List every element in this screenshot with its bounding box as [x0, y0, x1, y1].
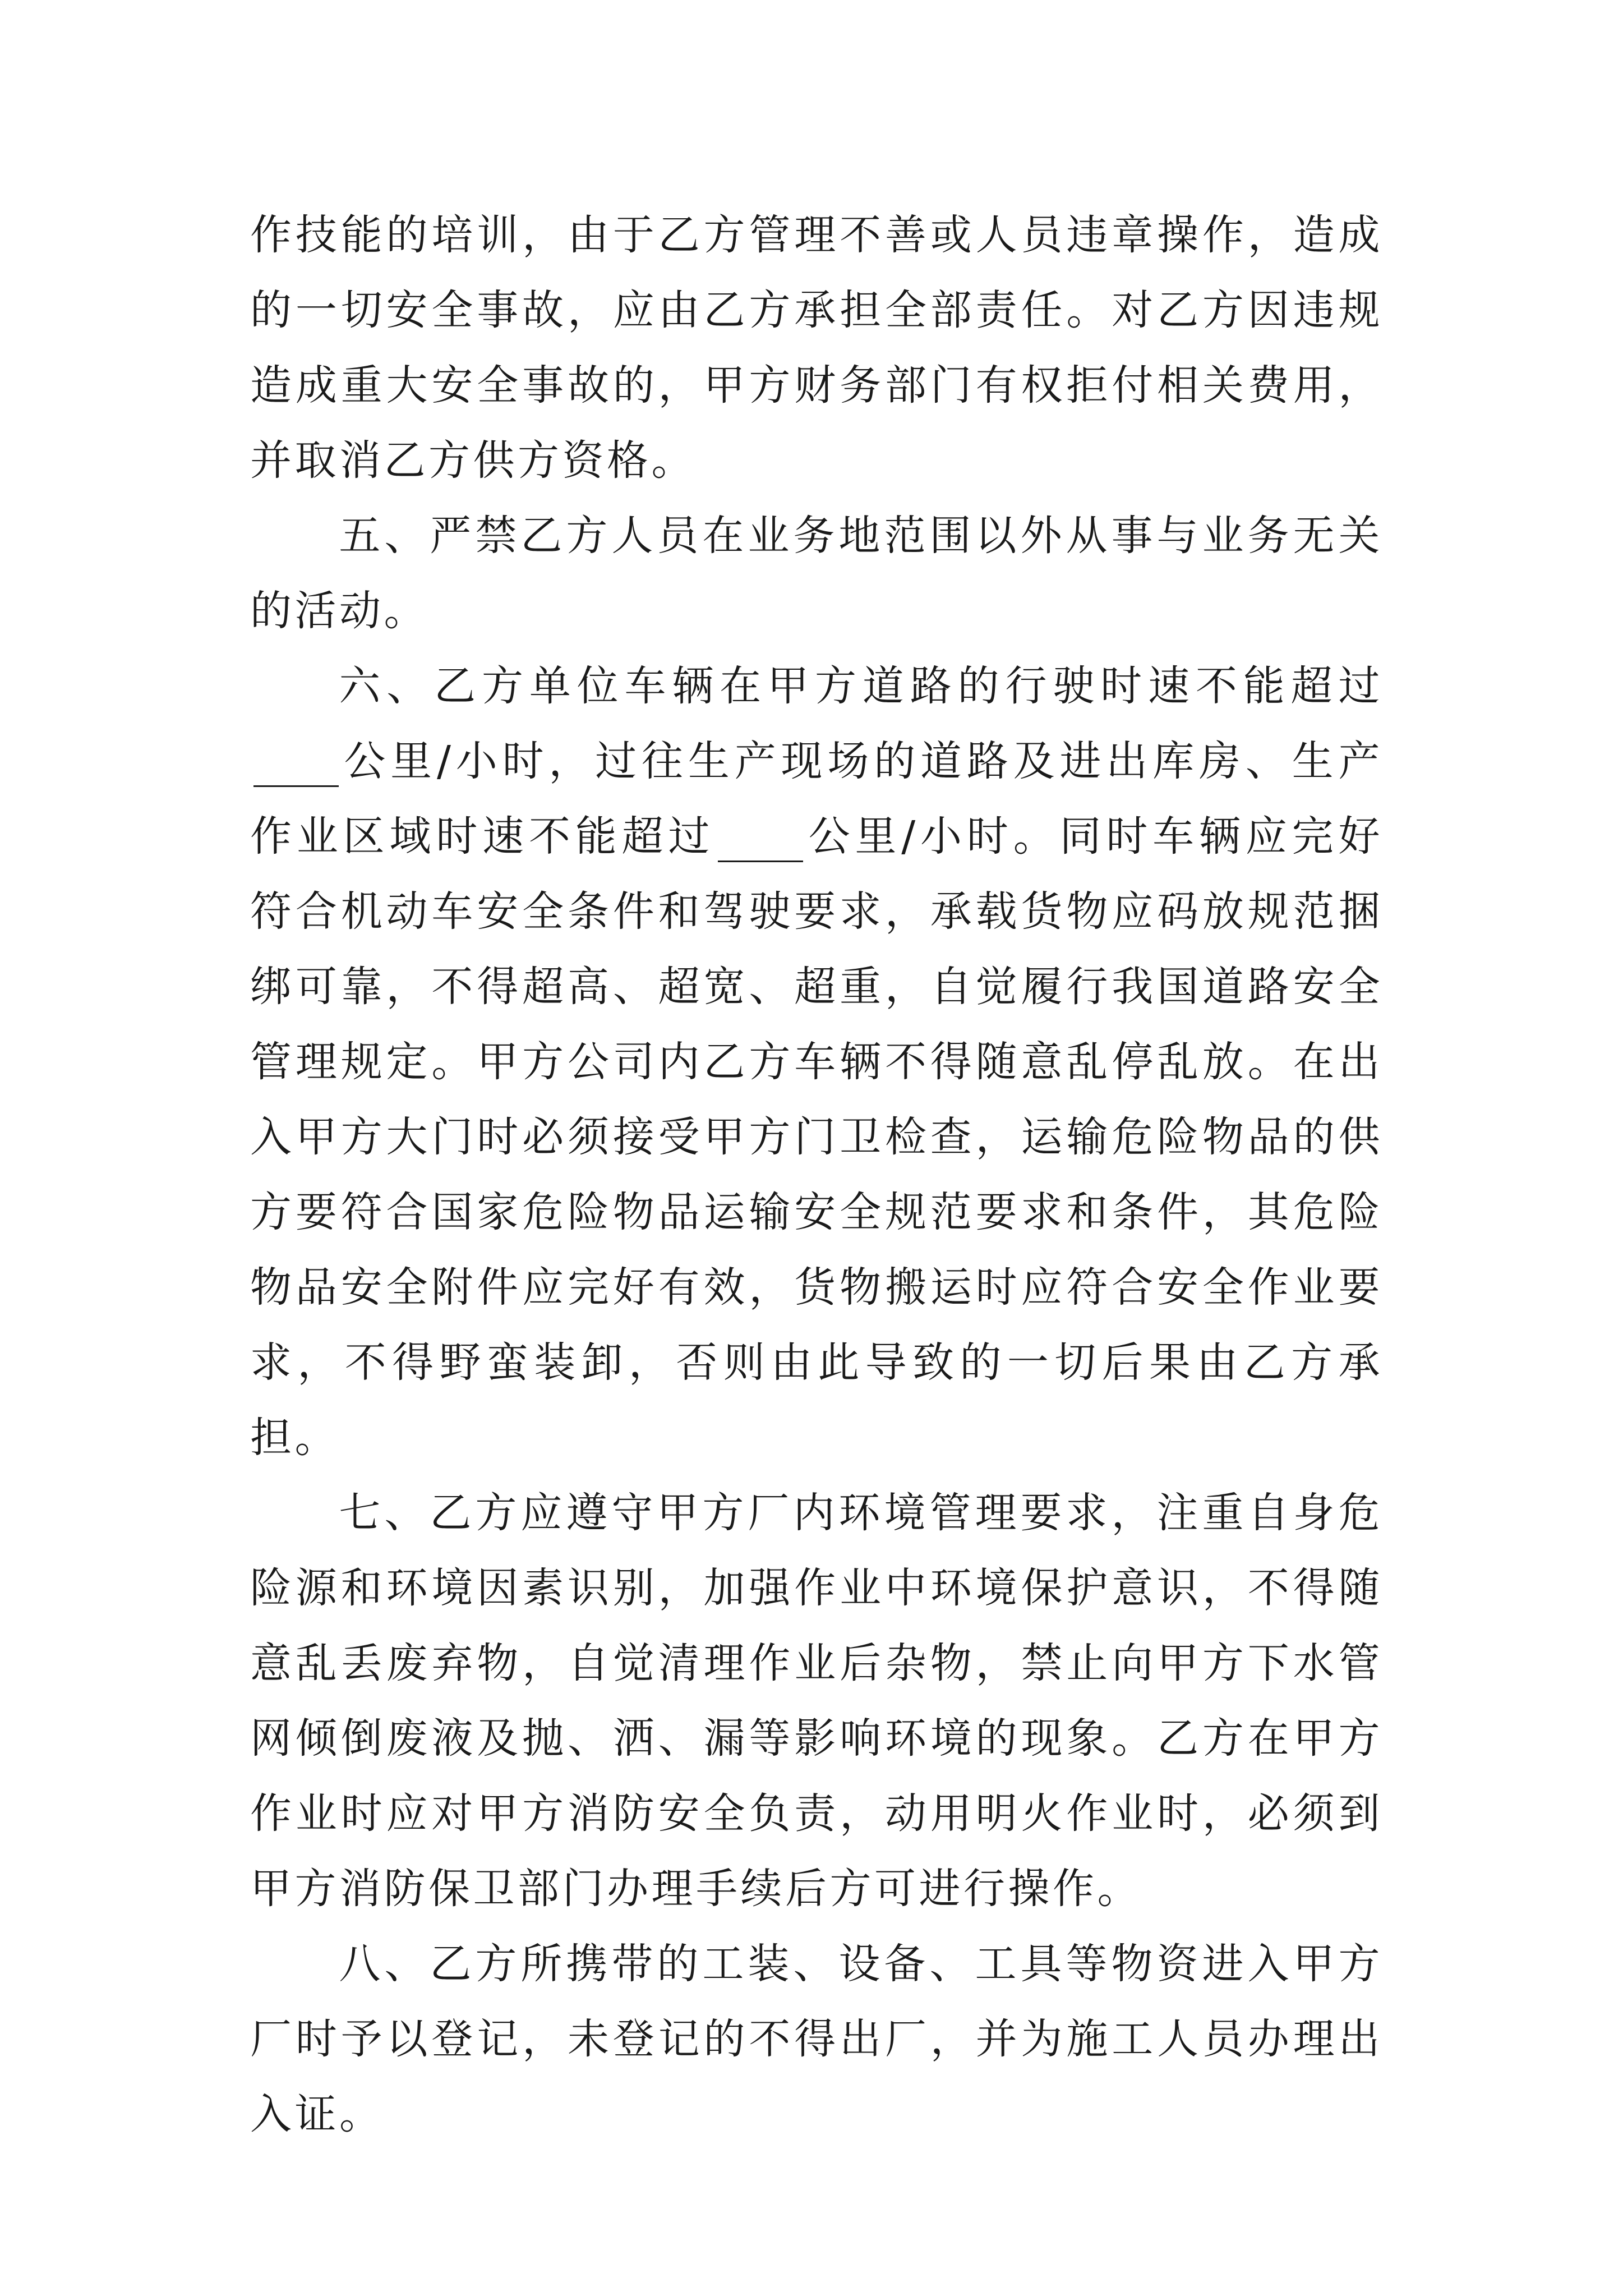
- speed-limit-work-area-blank: [718, 819, 803, 862]
- paragraph-clause-4-continued: 作技能的培训，由于乙方管理不善或人员违章操作，造成的一切安全事故，应由乙方承担全部责任。对乙方因违规造成重大安全事故的，甲方财务部门有权拒付相关费用，并取消乙方供方资格。: [250, 211, 1383, 485]
- speed-limit-road-blank: [253, 744, 339, 787]
- contract-body: [250, 197, 1383, 2152]
- clause-6-text-part-3: 公里/小时。同时车辆应完好符合机动车安全条件和驾驶要求，承载货物应码放规范捆绑可靠，不得超高、超宽、超重，自觉履行我国道路安全管理规定。甲方公司内乙方车辆不得随意乱停乱放。在出入甲方大门时必须接受甲方门卫检查，运输危险物品的供方要符合国家危险物品运输安全规范要求和条件，其危险物品安全附件应完好有效，货物搬运时应符合安全作业要求，不得野蛮装卸，否则由此导致的一切后果由乙方承担。: [250, 812, 1384, 1462]
- clause-6-text-part-2: 公里/小时，过往生产现场的道路及进出库房、生产作业区域时速不能超过: [250, 737, 1383, 861]
- paragraph-clause-7: 七、乙方应遵守甲方厂内环境管理要求，注重自身危险源和环境因素识别，加强作业中环境保护意识，不得随意乱丢废弃物，自觉清理作业后杂物，禁止向甲方下水管网倾倒废液及抛、洒、漏等影响环境的现象。乙方在甲方作业时应对甲方消防安全负责，动用明火作业时，必须到甲方消防保卫部门办理手续后方可进行操作。: [250, 1489, 1383, 1913]
- paragraph-clause-5: 五、严禁乙方人员在业务地范围以外从事与业务无关的活动。: [250, 512, 1383, 635]
- clause-6-text-part-1: 六、乙方单位车辆在甲方道路的行驶时速不能超过: [339, 662, 1383, 710]
- paragraph-clause-6: [250, 648, 1383, 1475]
- paragraph-clause-8: 八、乙方所携带的工装、设备、工具等物资进入甲方厂时予以登记，未登记的不得出厂，并为施工人员办理出入证。: [250, 1940, 1383, 2138]
